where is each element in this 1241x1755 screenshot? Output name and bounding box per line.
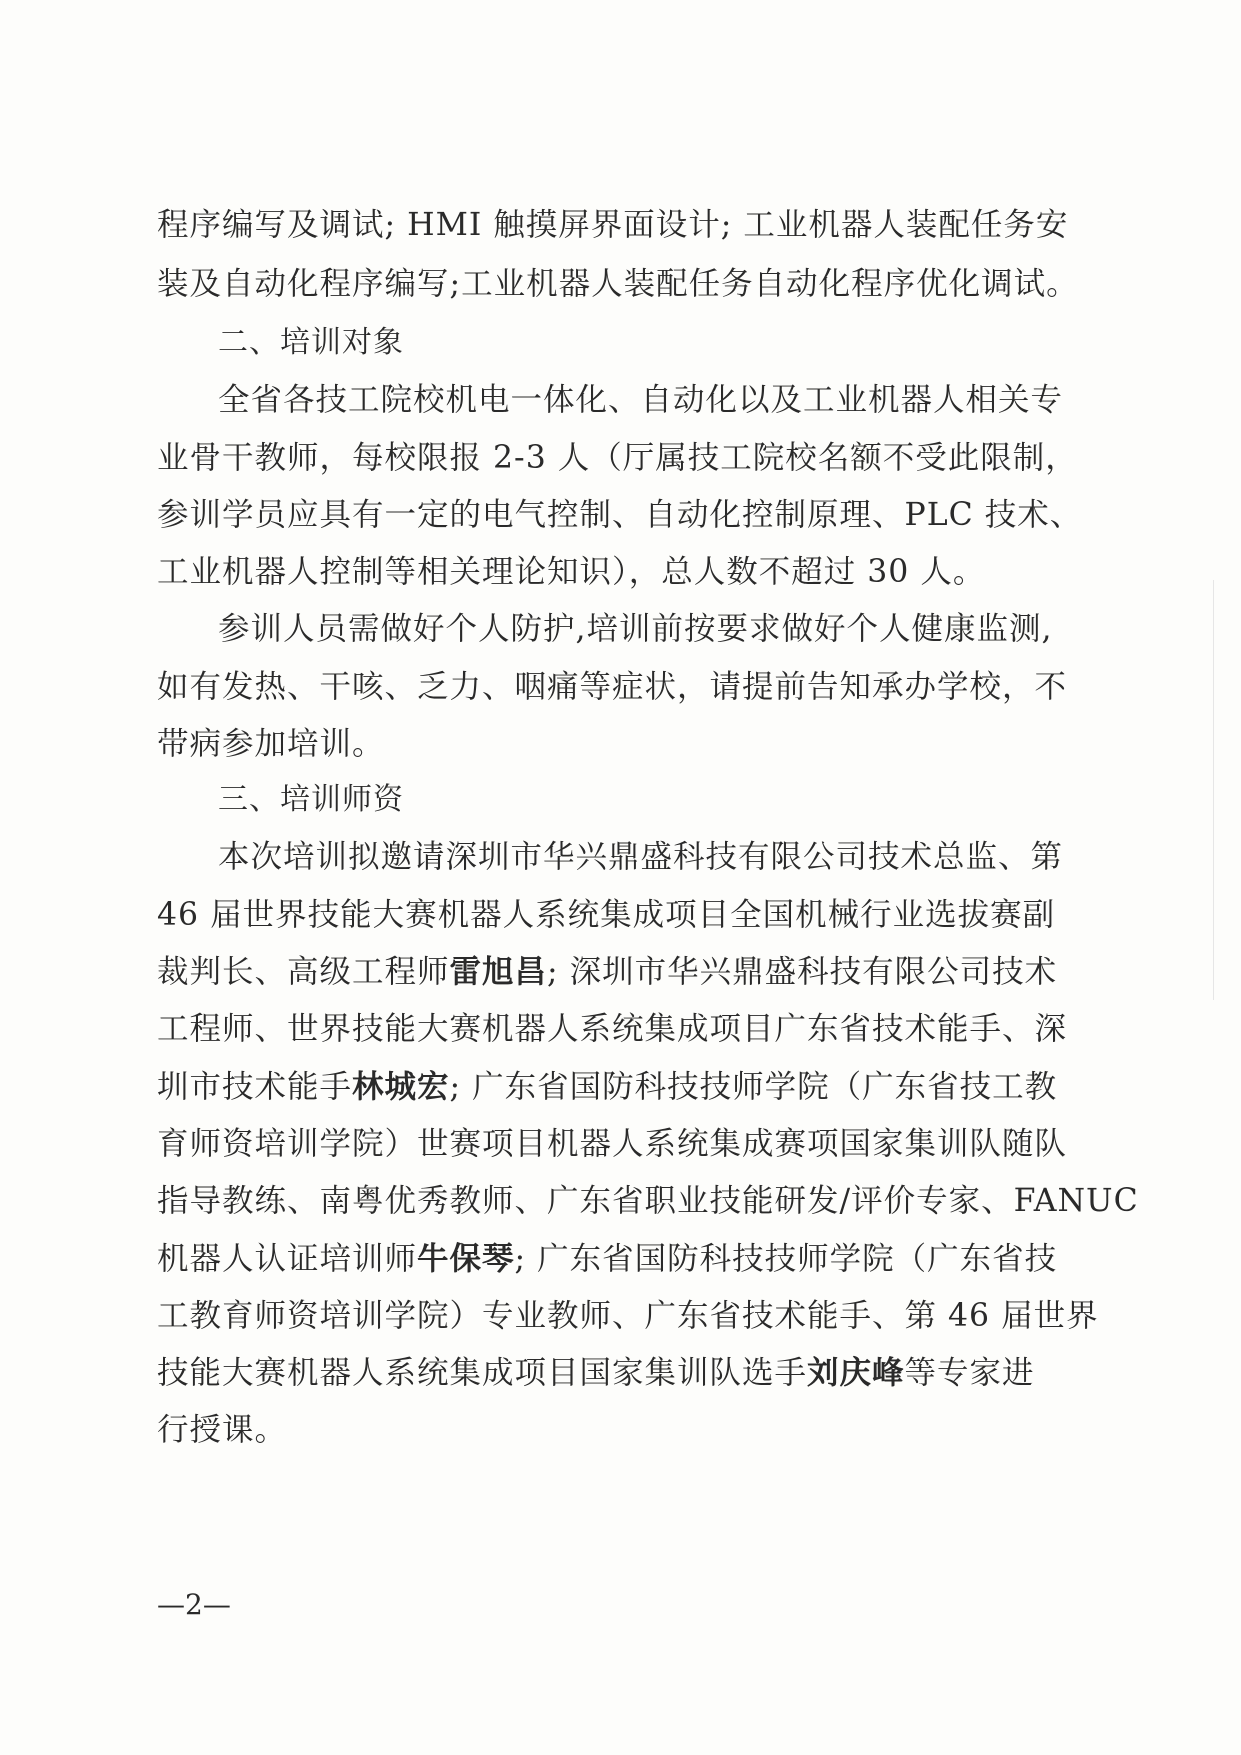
paragraph-line: 工业机器人控制等相关理论知识），总人数不超过 30 人。 (157, 554, 986, 590)
text-segment: 裁判长、高级工程师 (157, 954, 450, 990)
paragraph-line: 参训学员应具有一定的电气控制、自动化控制原理、PLC 技术、 (157, 497, 1083, 533)
instructor-name: 雷旭昌 (449, 954, 548, 990)
text-segment: ; 广东省国防科技技师学院（广东省技工教 (449, 1069, 1058, 1105)
paragraph-line: 工教育师资培训学院）专业教师、广东省技术能手、第 46 届世界 (157, 1298, 1099, 1334)
paragraph-line: 如有发热、干咳、乏力、咽痛等症状，请提前告知承办学校，不 (157, 669, 1068, 705)
text-segment: 等专家进 (904, 1355, 1035, 1391)
paragraph-line (157, 942, 1057, 1002)
paragraph-line: 参训人员需做好个人防护,培训前按要求做好个人健康监测, (218, 611, 1053, 647)
paragraph-line: 指导教练、南粤优秀教师、广东省职业技能研发/评价专家、FANUC (157, 1183, 1139, 1219)
text-segment: 机器人认证培训师 (157, 1241, 418, 1277)
paragraph-line: 带病参加培训。 (157, 726, 385, 762)
text-segment: ; 深圳市华兴鼎盛科技有限公司技术 (547, 954, 1058, 990)
instructor-name: 刘庆峰 (807, 1355, 905, 1391)
instructor-name: 牛保琴 (417, 1241, 515, 1277)
text-segment: 技能大赛机器人系统集成项目国家集训队选手 (157, 1355, 808, 1391)
paragraph-line: 育师资培训学院）世赛项目机器人系统集成赛项国家集训队随队 (157, 1126, 1068, 1162)
paragraph-line (157, 1343, 1057, 1403)
section-heading-training-faculty: 三、培训师资 (218, 782, 404, 817)
instructor-name: 林城宏 (352, 1069, 450, 1105)
text-segment: 圳市技术能手 (157, 1069, 353, 1105)
paragraph-line: 本次培训拟邀请深圳市华兴鼎盛科技有限公司技术总监、第 (218, 839, 1064, 875)
section-heading-training-target: 二、培训对象 (218, 325, 404, 360)
paragraph-line: 业骨干教师，每校限报 2-3 人（厅属技工院校名额不受此限制， (157, 440, 1078, 476)
scan-edge-mark (1213, 580, 1214, 1000)
paragraph-line: 46 届世界技能大赛机器人系统集成项目全国机械行业选拔赛副 (157, 897, 1056, 933)
paragraph-line (157, 1229, 1057, 1289)
intro-line-1: 程序编写及调试; HMI 触摸屏界面设计; 工业机器人装配任务安 (157, 207, 1069, 243)
paragraph-line (157, 1057, 1057, 1117)
page-number: —2— (157, 1588, 231, 1621)
intro-line-2: 装及自动化程序编写;工业机器人装配任务自动化程序优化调试。 (157, 266, 1079, 302)
paragraph-line: 全省各技工院校机电一体化、自动化以及工业机器人相关专 (218, 382, 1064, 418)
paragraph-line: 行授课。 (157, 1412, 288, 1448)
paragraph-line: 工程师、世界技能大赛机器人系统集成项目广东省技术能手、深 (157, 1011, 1068, 1047)
text-segment: ; 广东省国防科技技师学院（广东省技 (514, 1241, 1058, 1277)
